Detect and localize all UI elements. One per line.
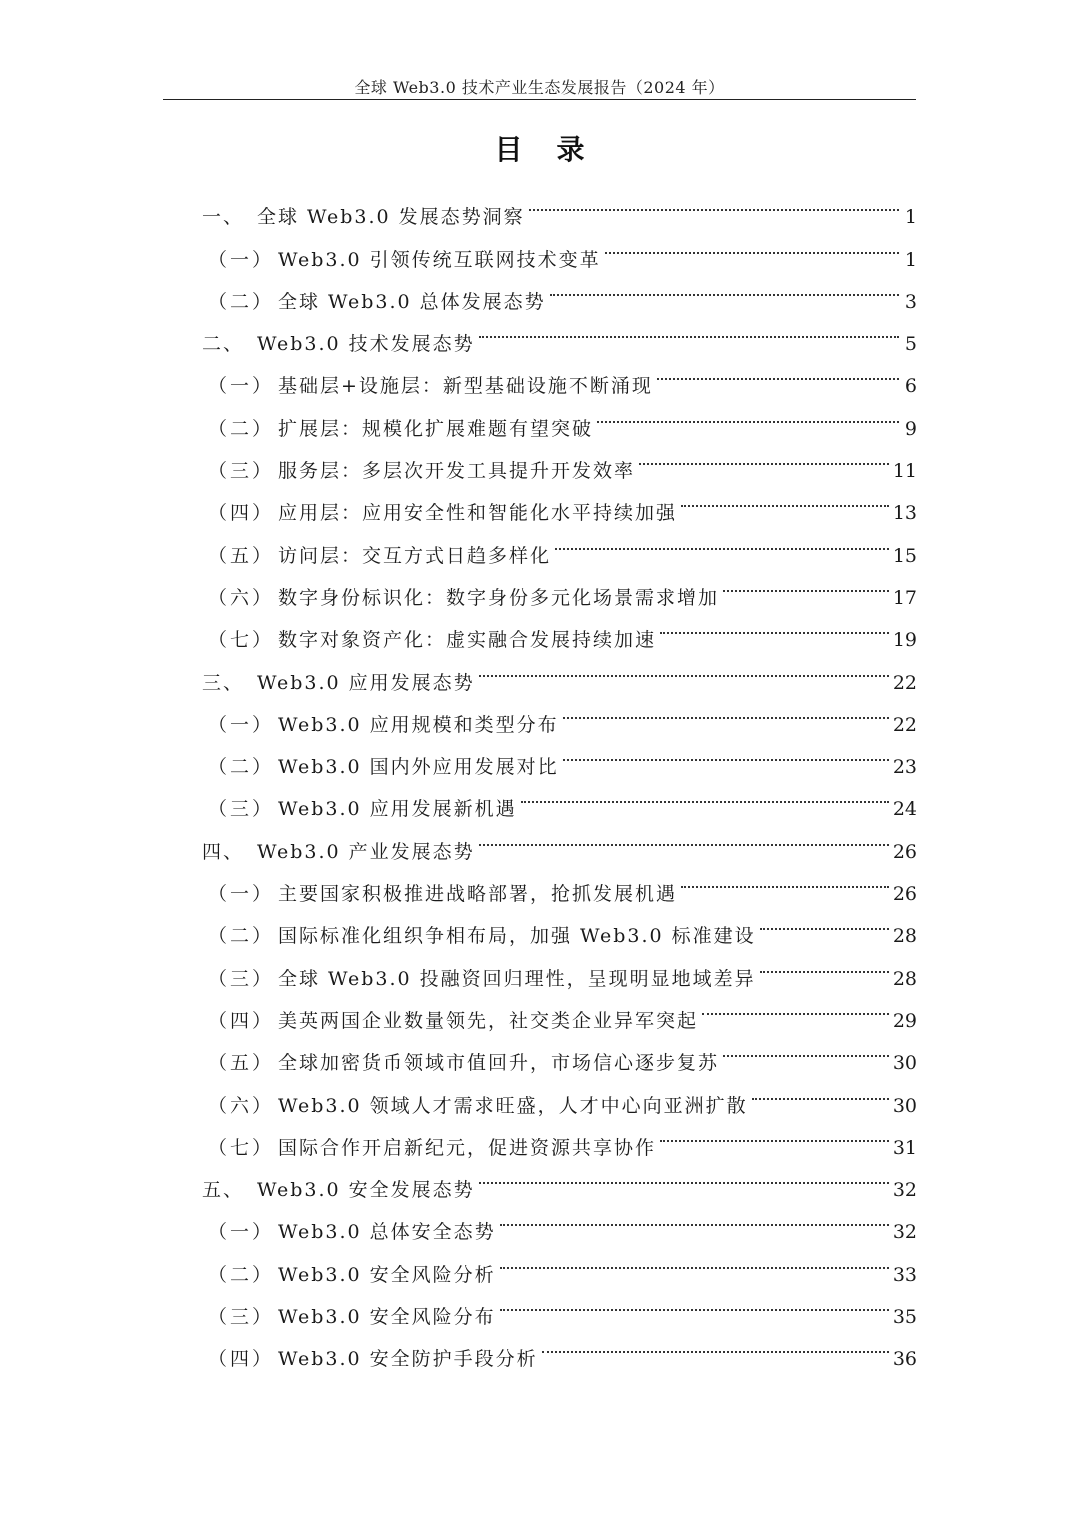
toc-page-number: 24	[892, 798, 917, 821]
toc-dot-leader	[500, 1238, 889, 1280]
toc-entry-title: Web3.0 总体安全态势	[278, 1221, 496, 1244]
toc-dot-leader	[597, 392, 899, 434]
toc-entry-number: （二）	[208, 1263, 275, 1286]
toc-page-number: 13	[892, 502, 917, 525]
toc-entry-title: 国际标准化组织争相布局，加强 Web3.0 标准建设	[278, 925, 756, 948]
toc-entry-title: 全球加密货币领域市值回升，市场信心逐步复苏	[278, 1052, 720, 1075]
toc-entry-title: Web3.0 产业发展态势	[257, 840, 475, 863]
toc-page-number: 22	[892, 671, 917, 694]
toc-entry-number: （一）	[208, 1221, 275, 1244]
toc-entry-title: 访问层：交互方式日趋多样化	[278, 544, 552, 567]
toc-page-number: 1	[904, 248, 917, 271]
toc-page-number: 30	[892, 1094, 917, 1117]
toc-entry-number: 三、	[202, 671, 245, 694]
toc-section-entry[interactable]	[202, 815, 917, 863]
toc-entry-number: （三）	[208, 1306, 275, 1329]
toc-subsection-entry[interactable]	[208, 1112, 917, 1159]
toc-page-number: 26	[892, 883, 917, 906]
toc-entry-title: 美英两国企业数量领先，社交类企业异军突起	[278, 1009, 699, 1032]
toc-entry-number: （三）	[208, 798, 275, 821]
toc-entry-number: 四、	[202, 840, 245, 863]
toc-section-entry[interactable]	[202, 1154, 917, 1202]
header-divider	[163, 99, 916, 100]
toc-dot-leader	[760, 900, 889, 942]
toc-page-number: 6	[904, 375, 917, 398]
toc-entry-number: 一、	[202, 206, 245, 229]
toc-entry-text	[208, 1338, 538, 1380]
toc-entry-title: Web3.0 领域人才需求旺盛，人才中心向亚洲扩散	[278, 1094, 748, 1117]
toc-entry-number: 二、	[202, 333, 245, 356]
toc-entry-title: 全球 Web3.0 投融资回归理性，呈现明显地域差异	[278, 967, 756, 990]
toc-entry-number: （五）	[208, 544, 275, 567]
toc-subsection-entry[interactable]	[208, 350, 917, 398]
toc-dot-leader	[681, 477, 889, 519]
toc-page-number: 3	[904, 290, 917, 313]
toc-subsection-entry[interactable]	[208, 519, 917, 567]
toc-entry-number: （一）	[208, 375, 275, 398]
toc-entry-title: 全球 Web3.0 总体发展态势	[278, 290, 546, 313]
toc-page-number: 33	[892, 1263, 917, 1286]
toc-page-number: 30	[892, 1052, 917, 1075]
toc-entry-number: 五、	[202, 1179, 245, 1202]
toc-dot-leader	[760, 942, 889, 984]
toc-entry-number: （四）	[208, 1348, 275, 1371]
toc-subsection-entry[interactable]	[208, 900, 917, 948]
toc-subsection-entry[interactable]	[208, 477, 917, 525]
toc-page-number: 31	[892, 1136, 917, 1159]
toc-title: 目录	[494, 133, 619, 166]
toc-dot-leader	[529, 181, 899, 223]
toc-page-number: 32	[892, 1221, 917, 1244]
toc-page-number: 28	[892, 967, 917, 990]
toc-subsection-entry[interactable]	[208, 689, 917, 736]
toc-entry-title: Web3.0 安全防护手段分析	[278, 1348, 538, 1371]
toc-dot-leader	[639, 435, 889, 477]
toc-subsection-entry[interactable]	[208, 604, 917, 652]
toc-page-number: 5	[904, 333, 917, 356]
toc-entry-number: （二）	[208, 417, 275, 440]
toc-entry-number: （三）	[208, 460, 275, 483]
table-of-contents	[0, 181, 1080, 1371]
toc-page-number: 28	[892, 925, 917, 948]
toc-entry-number: （三）	[208, 967, 275, 990]
toc-entry-number: （七）	[208, 629, 275, 652]
toc-entry-number: （四）	[208, 502, 275, 525]
toc-subsection-entry[interactable]	[208, 1069, 917, 1117]
toc-subsection-entry[interactable]	[208, 266, 917, 313]
toc-subsection-entry[interactable]	[208, 223, 917, 271]
toc-subsection-entry[interactable]	[208, 392, 917, 440]
toc-dot-leader	[479, 815, 889, 857]
toc-page-number: 35	[892, 1306, 917, 1329]
toc-page-number: 19	[892, 629, 917, 652]
toc-section-entry[interactable]	[202, 308, 917, 356]
toc-subsection-entry[interactable]	[208, 562, 917, 609]
toc-dot-leader	[563, 689, 889, 731]
toc-entry-title: 服务层：多层次开发工具提升开发效率	[278, 460, 636, 483]
toc-subsection-entry[interactable]	[208, 1323, 917, 1371]
toc-page-number: 17	[892, 586, 917, 609]
toc-entry-number: （二）	[208, 756, 275, 779]
toc-dot-leader	[660, 1112, 889, 1154]
toc-entry-number: （一）	[208, 883, 275, 906]
toc-entry-number: （四）	[208, 1009, 275, 1032]
toc-entry-number: （一）	[208, 713, 275, 736]
toc-entry-title: 基础层+设施层：新型基础设施不断涌现	[278, 375, 653, 398]
toc-entry-title: 数字身份标识化：数字身份多元化场景需求增加	[278, 586, 720, 609]
toc-entry-title: 应用层：应用安全性和智能化水平持续加强	[278, 502, 678, 525]
toc-subsection-entry[interactable]	[208, 1281, 917, 1329]
toc-dot-leader	[479, 308, 899, 350]
toc-dot-leader	[479, 1154, 889, 1196]
toc-subsection-entry[interactable]	[208, 858, 917, 906]
toc-entry-number: （七）	[208, 1136, 275, 1159]
toc-entry-number: （五）	[208, 1052, 275, 1075]
toc-dot-leader	[681, 858, 889, 900]
toc-dot-leader	[550, 266, 899, 308]
toc-entry-number: （六）	[208, 1094, 275, 1117]
toc-entry-title: Web3.0 国内外应用发展对比	[278, 756, 559, 779]
toc-section-entry[interactable]	[202, 646, 917, 694]
toc-entry-number: （一）	[208, 248, 275, 271]
toc-dot-leader	[500, 1196, 889, 1238]
toc-dot-leader	[605, 223, 899, 265]
toc-page-number: 26	[892, 840, 917, 863]
toc-page-number: 29	[892, 1009, 917, 1032]
toc-dot-leader	[723, 1027, 889, 1069]
toc-entry-number: （六）	[208, 586, 275, 609]
toc-page-number: 23	[892, 756, 917, 779]
toc-subsection-entry[interactable]	[208, 1196, 917, 1244]
toc-entry-number: （二）	[208, 925, 275, 948]
toc-entry-title: Web3.0 安全发展态势	[257, 1179, 475, 1202]
toc-entry-title: Web3.0 安全风险分布	[278, 1306, 496, 1329]
toc-dot-leader	[660, 604, 889, 646]
toc-dot-leader	[479, 646, 889, 688]
toc-entry-title: Web3.0 应用规模和类型分布	[278, 713, 559, 736]
toc-subsection-entry[interactable]	[208, 773, 917, 821]
toc-page-number: 15	[892, 544, 917, 567]
toc-page-number: 9	[904, 417, 917, 440]
toc-page-number: 36	[892, 1348, 917, 1371]
toc-page-number: 32	[892, 1179, 917, 1202]
toc-entry-number: （二）	[208, 290, 275, 313]
toc-dot-leader	[563, 731, 889, 773]
toc-dot-leader	[500, 1281, 889, 1323]
toc-page-number: 11	[892, 460, 917, 483]
toc-page-number: 1	[904, 206, 917, 229]
toc-subsection-entry[interactable]	[208, 1027, 917, 1075]
toc-entry-title: Web3.0 安全风险分析	[278, 1263, 496, 1286]
toc-entry-title: 数字对象资产化：虚实融合发展持续加速	[278, 629, 657, 652]
toc-entry-title: Web3.0 应用发展态势	[257, 671, 475, 694]
toc-dot-leader	[542, 1323, 889, 1365]
toc-subsection-entry[interactable]	[208, 435, 917, 483]
toc-section-entry[interactable]	[202, 181, 917, 229]
toc-entry-title: Web3.0 技术发展态势	[257, 333, 475, 356]
toc-dot-leader	[555, 519, 889, 561]
toc-dot-leader	[752, 1069, 889, 1111]
toc-entry-title: 主要国家积极推进战略部署，抢抓发展机遇	[278, 883, 678, 906]
toc-subsection-entry[interactable]	[208, 985, 917, 1032]
toc-subsection-entry[interactable]	[208, 942, 917, 990]
toc-dot-leader	[657, 350, 899, 392]
toc-dot-leader	[723, 562, 889, 604]
toc-dot-leader	[521, 773, 889, 815]
toc-page-number: 22	[892, 713, 917, 736]
toc-entry-title: 全球 Web3.0 发展态势洞察	[257, 206, 525, 229]
toc-subsection-entry[interactable]	[208, 1238, 917, 1286]
toc-entry-title: 国际合作开启新纪元，促进资源共享协作	[278, 1136, 657, 1159]
toc-entry-title: Web3.0 应用发展新机遇	[278, 798, 517, 821]
running-header: 全球 Web3.0 技术产业生态发展报告（2024 年）	[354, 78, 725, 97]
toc-entry-title: 扩展层：规模化扩展难题有望突破	[278, 417, 594, 440]
toc-subsection-entry[interactable]	[208, 731, 917, 779]
toc-entry-title: Web3.0 引领传统互联网技术变革	[278, 248, 601, 271]
toc-dot-leader	[702, 985, 889, 1027]
